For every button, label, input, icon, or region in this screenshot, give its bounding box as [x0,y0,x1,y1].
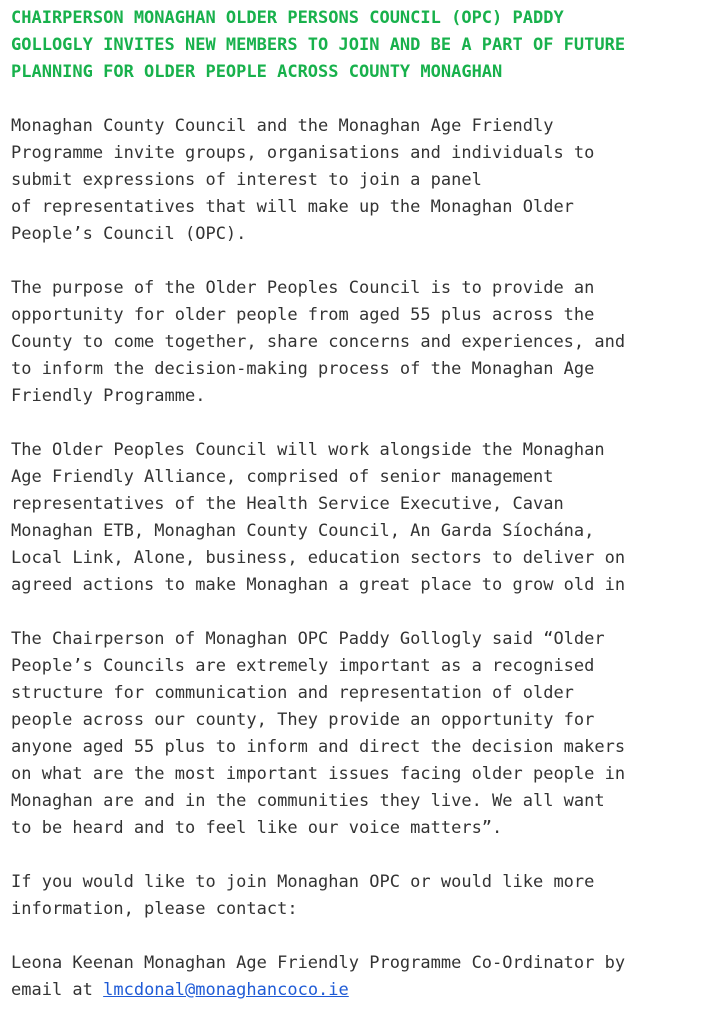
paragraph-line: The Older Peoples Council will work alongside the Monaghan [11,440,605,460]
paragraph-purpose [11,275,700,410]
paragraph-line: on what are the most important issues facing older people in [11,764,626,784]
paragraph-line: to be heard and to feel like our voice matters”. [11,818,503,838]
paragraph-line: Local Link, Alone, business, education sectors to deliver on [11,548,626,568]
paragraph-line: structure for communication and representation of older [11,683,574,703]
contact-email-link[interactable]: lmcdonal@monaghancoco.ie [103,980,349,1000]
paragraph-alliance [11,437,700,599]
paragraph-chairperson-quote [11,626,700,842]
paragraph-line: Monaghan are and in the communities they live. We all want [11,791,605,811]
paragraph-line: anyone aged 55 plus to inform and direct the decision makers [11,737,626,757]
paragraph-line: The purpose of the Older Peoples Council is to provide an [11,278,595,298]
paragraph-line: representatives of the Health Service Executive, Cavan [11,494,564,514]
paragraph-line: information, please contact: [11,899,298,919]
paragraph-line: people across our county, They provide an opportunity for [11,710,595,730]
headline [11,5,700,86]
contact-email-prefix: email at [11,980,104,1000]
contact-email-line [11,977,700,1004]
paragraph-line: submit expressions of interest to join a panel [11,170,482,190]
paragraph-join-info [11,869,700,923]
paragraph-line: Monaghan County Council and the Monaghan Age Friendly [11,116,554,136]
contact-line: Leona Keenan Monaghan Age Friendly Programme Co-Ordinator by [11,953,626,973]
headline-line: PLANNING FOR OLDER PEOPLE ACROSS COUNTY MONAGHAN [11,62,503,82]
paragraph-line: opportunity for older people from aged 55 plus across the [11,305,595,325]
paragraph-invitation [11,113,700,248]
paragraph-line: The Chairperson of Monaghan OPC Paddy Gollogly said “Older [11,629,605,649]
paragraph-line: Programme invite groups, organisations and individuals to [11,143,595,163]
paragraph-line: If you would like to join Monaghan OPC or would like more [11,872,595,892]
paragraph-line: Age Friendly Alliance, comprised of senior management [11,467,554,487]
paragraph-line: County to come together, share concerns and experiences, and [11,332,626,352]
headline-line: GOLLOGLY INVITES NEW MEMBERS TO JOIN AND BE A PART OF FUTURE [11,35,626,55]
contact-block [11,950,700,1004]
paragraph-line: People’s Councils are extremely important as a recognised [11,656,595,676]
paragraph-line: agreed actions to make Monaghan a great place to grow old in [11,575,626,595]
paragraph-line: to inform the decision-making process of the Monaghan Age [11,359,595,379]
paragraph-line: People’s Council (OPC). [11,224,247,244]
headline-line: CHAIRPERSON MONAGHAN OLDER PERSONS COUNCIL (OPC) PADDY [11,8,564,28]
paragraph-line: Monaghan ETB, Monaghan County Council, An Garda Síochána, [11,521,595,541]
paragraph-line: Friendly Programme. [11,386,206,406]
paragraph-line: of representatives that will make up the Monaghan Older [11,197,574,217]
